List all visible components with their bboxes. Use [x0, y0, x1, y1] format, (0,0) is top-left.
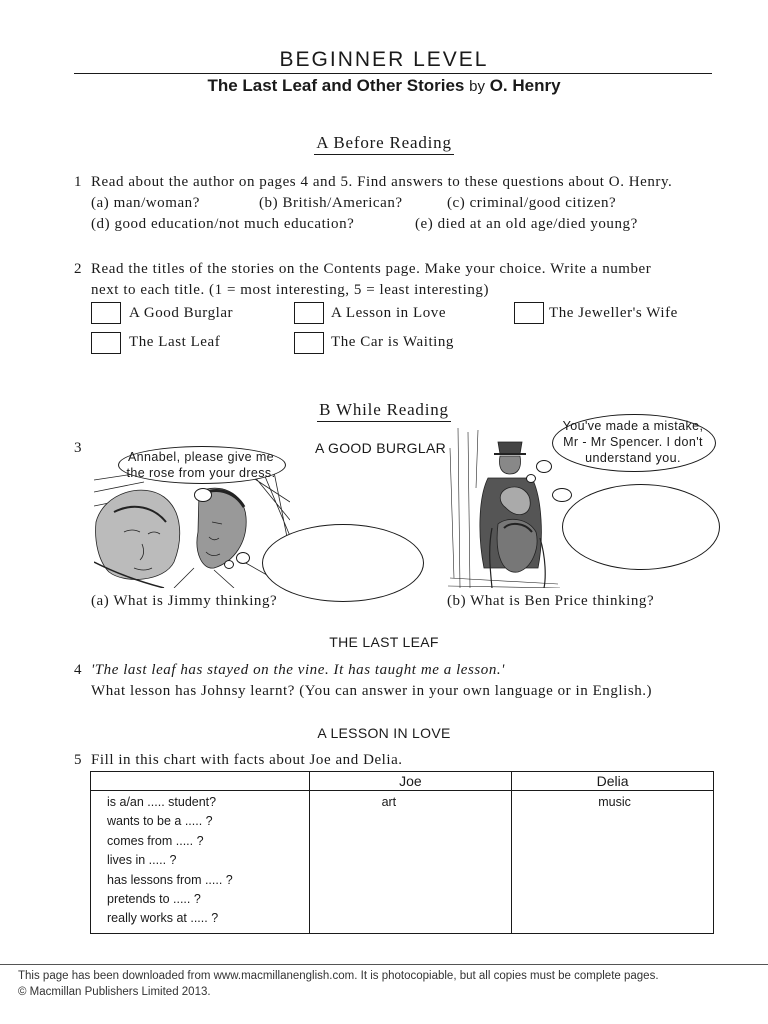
ben-price-illustration [448, 428, 560, 588]
speech-bubble-right-text: You've made a mistake, Mr - Mr Spencer. I don't understand you. [562, 419, 704, 465]
bubble-tail-dot [526, 474, 536, 483]
chart-row-label: lives in ..... ? [107, 853, 177, 868]
q3-caption-b: (b) What is Ben Price thinking? [447, 593, 655, 609]
q1-number: 1 [74, 174, 83, 190]
chart-joe-value: art [381, 795, 397, 809]
story-label: The Car is Waiting [331, 334, 454, 350]
story-label: The Last Leaf [129, 334, 221, 350]
q1-option-b: (b) British/American? [259, 195, 403, 211]
story-label: The Jeweller's Wife [549, 305, 678, 321]
chart-joe-cell[interactable] [309, 791, 512, 934]
q3-story-title: A GOOD BURGLAR [315, 440, 447, 456]
bubble-tail-dot [536, 460, 552, 473]
chart-row-label: has lessons from ..... ? [107, 872, 233, 887]
footer-line1: This page has been downloaded from www.macmillanenglish.com. It is photocopiable, but all copies must be complete pages. [18, 970, 659, 982]
q4-quote: 'The last leaf has stayed on the vine. It has taught me a lesson.' [91, 662, 505, 678]
speech-bubble-left-text: Annabel, please give me the rose from your dress. [126, 450, 276, 480]
level-heading: BEGINNER LEVEL [279, 48, 489, 71]
q4-number: 4 [74, 662, 83, 678]
rank-box-good-burglar[interactable] [91, 302, 121, 324]
q1-text: Read about the author on pages 4 and 5. Find answers to these questions about O. Henry. [91, 174, 673, 190]
chart-header-blank [91, 772, 310, 791]
q2-number: 2 [74, 261, 83, 277]
q2-text-line2: next to each title. (1 = most interesting, 5 = least interesting) [91, 282, 489, 298]
story-label: A Good Burglar [129, 305, 234, 321]
rank-box-jewellers-wife[interactable] [514, 302, 544, 324]
chart-row-label: really works at ..... ? [107, 911, 219, 926]
rank-box-last-leaf[interactable] [91, 332, 121, 354]
chart-header-delia: Delia [512, 772, 714, 791]
rank-box-car-is-waiting[interactable] [294, 332, 324, 354]
thought-bubble-right[interactable] [562, 484, 720, 570]
q1-option-d: (d) good education/not much education? [91, 216, 355, 232]
thought-bubble-dot [236, 552, 250, 564]
footer-line2: © Macmillan Publishers Limited 2013. [18, 986, 211, 998]
header-rule [74, 73, 712, 74]
thought-bubble-dot [552, 488, 572, 502]
by-word: by [469, 78, 485, 95]
thought-bubble-dot [224, 560, 234, 569]
author-name: O. Henry [489, 76, 561, 95]
section-b-title: B While Reading [0, 400, 768, 422]
chart-row-label: wants to be a ..... ? [107, 814, 213, 829]
footer-rule [0, 964, 768, 965]
jimmy-annabel-illustration [94, 472, 290, 588]
chart-question-cell [91, 791, 310, 934]
rank-box-lesson-in-love[interactable] [294, 302, 324, 324]
q1-option-a: (a) man/woman? [91, 195, 200, 211]
chart-delia-value: music [598, 795, 631, 809]
chart-row-label: comes from ..... ? [107, 833, 204, 848]
q5-number: 5 [74, 752, 83, 768]
chart-header-joe: Joe [309, 772, 512, 791]
q1-option-c: (c) criminal/good citizen? [447, 195, 617, 211]
section-a-title: A Before Reading [0, 133, 768, 155]
chart-delia-cell[interactable] [512, 791, 714, 934]
q4-question: What lesson has Johnsy learnt? (You can answer in your own language or in English.) [91, 683, 653, 699]
q5-story-title: A LESSON IN LOVE [317, 725, 451, 741]
q4-story-title: THE LAST LEAF [329, 634, 439, 650]
q2-text-line1: Read the titles of the stories on the Contents page. Make your choice. Write a number [91, 261, 652, 277]
joe-delia-chart [90, 771, 714, 934]
book-title-line [0, 76, 768, 96]
q3-number: 3 [74, 440, 83, 456]
book-title: The Last Leaf and Other Stories [207, 76, 465, 95]
bubble-tail-dot [194, 488, 212, 502]
q1-option-e: (e) died at an old age/died young? [415, 216, 638, 232]
q3-caption-a: (a) What is Jimmy thinking? [91, 593, 278, 609]
story-label: A Lesson in Love [331, 305, 447, 321]
chart-row-label: pretends to ..... ? [107, 892, 201, 907]
chart-row-label: is a/an ..... student? [107, 795, 217, 809]
thought-bubble-left[interactable] [262, 524, 424, 602]
q5-text: Fill in this chart with facts about Joe and Delia. [91, 752, 403, 768]
